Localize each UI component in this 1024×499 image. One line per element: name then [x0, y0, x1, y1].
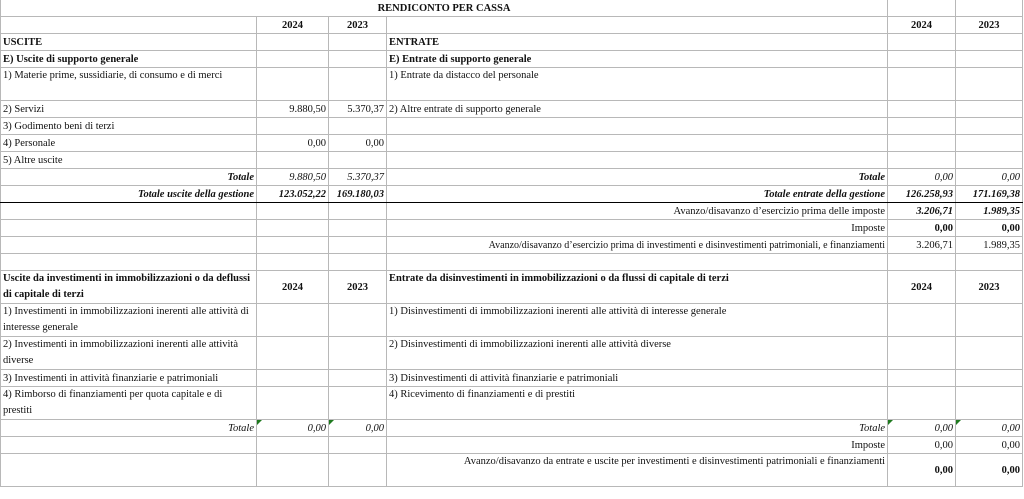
avanzo-investimenti-2023: 0,00 [956, 454, 1023, 487]
investimenti-total-label: Totale [1, 420, 257, 437]
uscite-gestione-2023: 169.180,03 [329, 186, 387, 203]
avanzo-pre-investimenti-2023: 1.989,35 [956, 237, 1023, 254]
entrate-row-value-2023 [956, 68, 1023, 101]
entrate-label: ENTRATE [387, 34, 888, 51]
imposte-2024: 0,00 [888, 220, 956, 237]
report-title: RENDICONTO PER CASSA [1, 0, 888, 17]
entrate-row-label: 1) Entrate da distacco del personale [387, 68, 888, 101]
entrate-section-title: E) Entrate di supporto generale [387, 51, 888, 68]
uscite-total-2024: 9.880,50 [257, 169, 329, 186]
investimenti-row-label: 2) Investimenti in immobilizzazioni inerenti alle attività diverse [1, 337, 257, 370]
uscite-row-value-2023 [329, 68, 387, 101]
entrate-row-label: 2) Altre entrate di supporto generale [387, 101, 888, 118]
uscite-investimenti-header: Uscite da investimenti in immobilizzazioni o da deflussi di capitale di terzi [1, 271, 257, 304]
uscite-row-value-2023: 0,00 [329, 135, 387, 152]
uscite-row-label: 3) Godimento beni di terzi [1, 118, 257, 135]
uscite-row-value-2024 [257, 152, 329, 169]
avanzo-pre-imposte-label: Avanzo/disavanzo d’esercizio prima delle imposte [387, 203, 888, 220]
year-2024-header: 2024 [888, 271, 956, 304]
entrate-gestione-label: Totale entrate della gestione [387, 186, 888, 203]
imposte-investimenti-2024: 0,00 [888, 437, 956, 454]
entrate-row-value-2023 [956, 101, 1023, 118]
investimenti-row-label: 4) Rimborso di finanziamenti per quota capitale e di prestiti [1, 387, 257, 420]
entrate-row-value-2024 [888, 68, 956, 101]
entrate-total-2024: 0,00 [888, 169, 956, 186]
uscite-row-value-2024 [257, 118, 329, 135]
year-2023-header: 2023 [956, 17, 1023, 34]
avanzo-pre-imposte-2023: 1.989,35 [956, 203, 1023, 220]
imposte-label: Imposte [387, 220, 888, 237]
avanzo-pre-imposte-2024: 3.206,71 [888, 203, 956, 220]
disinvestimenti-row-label: 1) Disinvestimenti di immobilizzazioni inerenti alle attività di interesse generale [387, 304, 888, 337]
uscite-row-value-2024: 9.880,50 [257, 101, 329, 118]
entrate-gestione-2023: 171.169,38 [956, 186, 1023, 203]
investimenti-total-2023: 0,00 [329, 420, 387, 437]
year-2023-header: 2023 [329, 271, 387, 304]
imposte-2023: 0,00 [956, 220, 1023, 237]
entrate-total-2023: 0,00 [956, 169, 1023, 186]
investimenti-row-label: 3) Investimenti in attività finanziarie e patrimoniali [1, 370, 257, 387]
year-2023-header: 2023 [956, 271, 1023, 304]
uscite-total-label: Totale [1, 169, 257, 186]
uscite-row-label: 1) Materie prime, sussidiarie, di consumo e di merci [1, 68, 257, 101]
avanzo-pre-investimenti-2024: 3.206,71 [888, 237, 956, 254]
entrate-total-label: Totale [387, 169, 888, 186]
uscite-row-label: 5) Altre uscite [1, 152, 257, 169]
uscite-row-value-2023: 5.370,37 [329, 101, 387, 118]
disinvestimenti-row-label: 2) Disinvestimenti di immobilizzazioni inerenti alle attività diverse [387, 337, 888, 370]
avanzo-investimenti-label: Avanzo/disavanzo da entrate e uscite per investimenti e disinvestimenti patrimoniali e finanziamenti [387, 454, 888, 487]
avanzo-investimenti-2024: 0,00 [888, 454, 956, 487]
uscite-row-label: 2) Servizi [1, 101, 257, 118]
uscite-section-title: E) Uscite di supporto generale [1, 51, 257, 68]
year-2024-header: 2024 [257, 271, 329, 304]
uscite-row-label: 4) Personale [1, 135, 257, 152]
imposte-investimenti-2023: 0,00 [956, 437, 1023, 454]
avanzo-pre-investimenti-label: Avanzo/disavanzo d’esercizio prima di investimenti e disinvestimenti patrimoniali, e finanziamenti [387, 237, 888, 254]
disinvestimenti-row-label: 4) Ricevimento di finanziamenti e di prestiti [387, 387, 888, 420]
imposte-investimenti-label: Imposte [387, 437, 888, 454]
entrate-disinvestimenti-header: Entrate da disinvestimenti in immobilizzazioni o da flussi di capitale di terzi [387, 271, 888, 304]
disinvestimenti-total-2023: 0,00 [956, 420, 1023, 437]
entrate-gestione-2024: 126.258,93 [888, 186, 956, 203]
year-2024-header: 2024 [257, 17, 329, 34]
year-2024-header: 2024 [888, 17, 956, 34]
disinvestimenti-total-2024: 0,00 [888, 420, 956, 437]
uscite-gestione-label: Totale uscite della gestione [1, 186, 257, 203]
investimenti-total-2024: 0,00 [257, 420, 329, 437]
disinvestimenti-total-label: Totale [387, 420, 888, 437]
uscite-row-value-2023 [329, 152, 387, 169]
disinvestimenti-row-label: 3) Disinvestimenti di attività finanziarie e patrimoniali [387, 370, 888, 387]
uscite-row-value-2024: 0,00 [257, 135, 329, 152]
year-2023-header: 2023 [329, 17, 387, 34]
uscite-total-2023: 5.370,37 [329, 169, 387, 186]
uscite-row-value-2023 [329, 118, 387, 135]
uscite-label: USCITE [1, 34, 257, 51]
entrate-row-value-2024 [888, 101, 956, 118]
investimenti-row-label: 1) Investimenti in immobilizzazioni inerenti alle attività di interesse generale [1, 304, 257, 337]
uscite-row-value-2024 [257, 68, 329, 101]
uscite-gestione-2024: 123.052,22 [257, 186, 329, 203]
